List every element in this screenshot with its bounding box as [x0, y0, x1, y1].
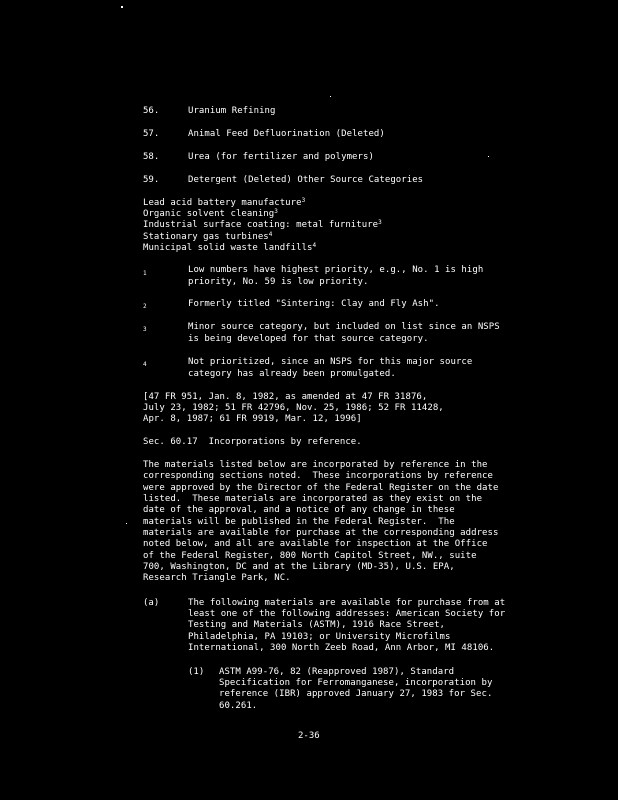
footnote-line: category has already been promulgated. — [188, 369, 396, 379]
body-line: The materials listed below are incorporated by reference in the — [143, 460, 488, 470]
source-category: Industrial surface coating: metal furniture$^3$ — [143, 219, 382, 230]
footnote-line: Minor source category, but included on list since an NSPS — [188, 322, 500, 332]
footnote-line: priority, No. 59 is low priority. — [188, 277, 369, 287]
body-line: date of the approval, and a notice of any change in these — [143, 505, 455, 515]
subparagraph-line: ASTM A99-76, 82 (Reapproved 1987), Standard — [219, 667, 455, 677]
item-text: Uranium Refining — [188, 106, 276, 116]
footnote-line: Not prioritized, since an NSPS for this major source — [188, 357, 473, 367]
item-number: 57. — [143, 129, 160, 139]
footnote-line: is being developed for that source category. — [188, 334, 429, 344]
body-line: materials will be published in the Federal Register. The — [143, 517, 455, 527]
source-category: Lead acid battery manufacture$^3$ — [143, 197, 306, 208]
footnote-mark: 4 — [143, 361, 147, 368]
paragraph-label: (a) — [143, 598, 160, 608]
item-number: 59. — [143, 175, 160, 185]
scan-speck — [488, 156, 489, 157]
footnote-line: Formerly titled "Sintering: Clay and Fly Ash". — [188, 299, 440, 309]
scan-speck — [126, 523, 127, 524]
subparagraph-line: reference (IBR) approved January 27, 1983 for Sec. — [219, 689, 493, 699]
paragraph-line: International, 300 North Zeeb Road, Ann Arbor, MI 48106. — [188, 643, 495, 653]
body-line: were approved by the Director of the Federal Register on the date — [143, 483, 499, 493]
body-line: listed. These materials are incorporated as they exist on the — [143, 494, 483, 504]
scan-speck — [330, 96, 331, 97]
item-text: Urea (for fertilizer and polymers) — [188, 152, 374, 162]
footnote-mark: 1 — [143, 270, 147, 277]
paragraph-line: Philadelphia, PA 19103; or University Microfilms — [188, 632, 451, 642]
item-text: Detergent (Deleted) Other Source Categories — [188, 175, 424, 185]
item-number: 58. — [143, 152, 160, 162]
item-text: Animal Feed Defluorination (Deleted) — [188, 129, 385, 139]
section-heading: Sec. 60.17 Incorporations by reference. — [143, 437, 362, 447]
body-line: 700, Washington, DC and at the Library (MD-35), U.S. EPA, — [143, 562, 455, 572]
citation-line: [47 FR 951, Jan. 8, 1982, as amended at 47 FR 31876, — [143, 392, 428, 402]
body-line: Research Triangle Park, NC. — [143, 573, 291, 583]
paragraph-line: The following materials are available for purchase from at — [188, 598, 506, 608]
footnote-mark: 2 — [143, 303, 147, 310]
subparagraph-line: Specification for Ferromanganese, incorporation by — [219, 678, 493, 688]
citation-line: July 23, 1982; 51 FR 42796, Nov. 25, 1986; 52 FR 11428, — [143, 403, 444, 413]
subparagraph-label: (1) — [188, 667, 205, 677]
source-category: Organic solvent cleaning$^3$ — [143, 208, 278, 219]
paragraph-line: least one of the following addresses: American Society for — [188, 609, 506, 619]
paragraph-line: Testing and Materials (ASTM), 1916 Race Street, — [188, 620, 446, 630]
scan-speck — [121, 6, 123, 8]
footnote-mark: 3 — [143, 326, 147, 333]
body-line: corresponding sections noted. These incorporations by reference — [143, 471, 493, 481]
footnote-line: Low numbers have highest priority, e.g., No. 1 is high — [188, 265, 484, 275]
body-line: materials are available for purchase at the corresponding address — [143, 528, 499, 538]
body-line: of the Federal Register, 800 North Capitol Street, NW., suite — [143, 551, 477, 561]
source-category: Stationary gas turbines$^4$ — [143, 231, 273, 242]
citation-line: Apr. 8, 1987; 61 FR 9919, Mar. 12, 1996] — [143, 414, 362, 424]
page-number: 2-36 — [298, 731, 320, 741]
body-line: noted below, and all are available for inspection at the Office — [143, 539, 488, 549]
item-number: 56. — [143, 106, 160, 116]
subparagraph-line: 60.261. — [219, 701, 258, 711]
source-category: Municipal solid waste landfills$^4$ — [143, 242, 317, 253]
